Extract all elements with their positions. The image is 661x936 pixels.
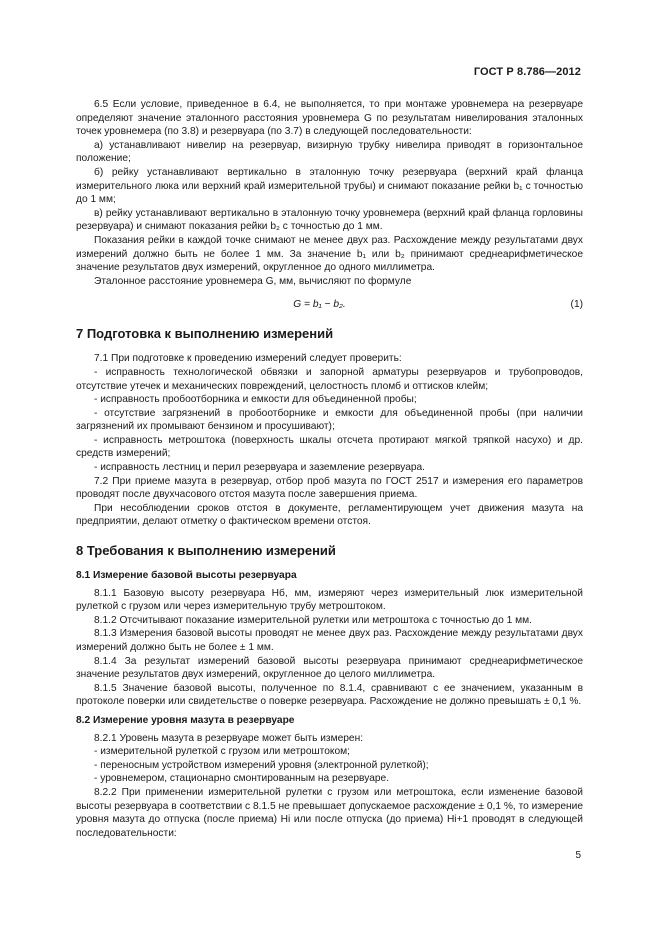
- paragraph-7-1: 7.1 При подготовке к проведению измерений следует проверить:: [94, 353, 402, 365]
- paragraph-8-2-1: 8.2.1 Уровень мазута в резервуаре может быть измерен:: [94, 732, 364, 744]
- step-a: а) устанавливают нивелир на резервуар, визирную трубку нивелира приводят в горизонтальное положение;: [76, 139, 583, 165]
- paragraph-8-1-1: 8.1.1 Базовую высоту резервуара Hб, мм, измеряют через измерительный люк измерительной рулеткой с грузом или через измерительную трубу метроштоком.: [76, 587, 583, 613]
- document-id-header: ГОСТ Р 8.786—2012: [473, 66, 581, 78]
- list-item: - исправность пробоотборника и емкости для объединенной пробы;: [94, 394, 417, 406]
- paragraph-7-2-note: При несоблюдении сроков отстоя в документе, регламентирующем учет движения мазута на предприятии, делают отметку о фактическом времени отстоя.: [76, 502, 583, 528]
- paragraph-readings: Показания рейки в каждой точке снимают не менее двух раз. Расхождение между результатами двух измерений должно быть не более 1 мм. За значение b₁ или b₂ принимают среднеарифметическое значение результатов двух измерений, округленное до одного миллиметра.: [76, 234, 583, 274]
- formula-1: [76, 296, 583, 312]
- paragraph-8-1-4: 8.1.4 За результат измерений базовой высоты резервуара принимают среднеарифметическое значение результатов двух измерений, округленное до целого миллиметра.: [76, 655, 583, 681]
- list-item: - исправность лестниц и перил резервуара и заземление резервуара.: [94, 462, 426, 474]
- paragraph-8-2-2: 8.2.2 При применении измерительной рулетки с грузом или метроштока, если изменение базовой высоты резервуара в соответствии с 8.1.5 не превышает допускаемое расхождение ± 0,1 %, то измерение уровня мазута до отпуска (после приема) Hi или после отпуска (до приема) Hi+1 проводят в следующей последовательности:: [76, 786, 583, 839]
- paragraph-formula-intro: Эталонное расстояние уровнемера G, мм, вычисляют по формуле: [94, 275, 412, 287]
- subsection-8-2-title: 8.2 Измерение уровня мазута в резервуаре: [76, 714, 295, 726]
- paragraph-8-1-2: 8.1.2 Отсчитывают показание измерительной рулетки или метроштока с точностью до 1 мм.: [94, 614, 532, 626]
- paragraph-8-1-3: 8.1.3 Измерения базовой высоты проводят не менее двух раз. Расхождение между результатами двух измерений должно быть не более ± 1 мм.: [76, 628, 583, 653]
- list-item: - отсутствие загрязнений в пробоотборнике и емкости для объединенной пробы (при наличии загрязнений их промывают бензином и просушивают);: [76, 407, 583, 433]
- list-item: - уровнемером, стационарно смонтированным на резервуаре.: [94, 773, 390, 785]
- list-item: - исправность технологической обвязки и запорной арматуры резервуаров и трубопроводов, отсутствие утечек и механических повреждений, целостность пломб и оттисков клейм;: [76, 366, 583, 392]
- paragraph-7-2: 7.2 При приеме мазута в резервуар, отбор проб мазута по ГОСТ 2517 и измерения его параметров проводят после двухчасового отстоя мазута после завершения приема.: [76, 475, 583, 501]
- section-8-title: 8 Требования к выполнению измерений: [76, 543, 336, 559]
- paragraph-8-1-5: 8.1.5 Значение базовой высоты, полученное по 8.1.4, сравнивают с ее значением, указанным в протоколе поверки или свидетельстве о поверке резервуара. Расхождение не должно превышать ± 0,1 %.: [76, 682, 583, 708]
- list-item: - исправность метроштока (поверхность шкалы отсчета протирают мягкой тряпкой насухо) и др. средств измерений;: [76, 434, 583, 460]
- section-7-title: 7 Подготовка к выполнению измерений: [76, 326, 334, 342]
- page-number: 5: [575, 850, 581, 861]
- formula-number: (1): [570, 298, 583, 310]
- paragraph-6-5: 6.5 Если условие, приведенное в 6.4, не выполняется, то при монтаже уровнемера на резервуаре определяют значение эталонного расстояния уровнемера G по результатам нивелирования эталонных точек уровнемера (по 3.8) и резервуара (по 3.7) в следующей последовательности:: [76, 99, 583, 138]
- subsection-8-1-title: 8.1 Измерение базовой высоты резервуара: [76, 570, 297, 582]
- step-c: в) рейку устанавливают вертикально в эталонную точку уровнемера (верхний край фланца горловины резервуара) и снимают показания рейки b₂ с точностью до 1 мм.: [76, 207, 583, 233]
- list-item: - переносным устройством измерений уровня (электронной рулеткой);: [94, 759, 429, 771]
- document-body: [76, 98, 583, 840]
- step-b: б) рейку устанавливают вертикально в эталонную точку резервуара (верхний край фланца измерительного люка или верхний край измерительной трубы) и снимают показание рейки b₁ с точностью до 1 мм;: [76, 166, 583, 206]
- list-item: - измерительной рулеткой с грузом или метроштоком;: [94, 746, 350, 758]
- formula-expression: G = b₁ − b₂.: [293, 298, 346, 310]
